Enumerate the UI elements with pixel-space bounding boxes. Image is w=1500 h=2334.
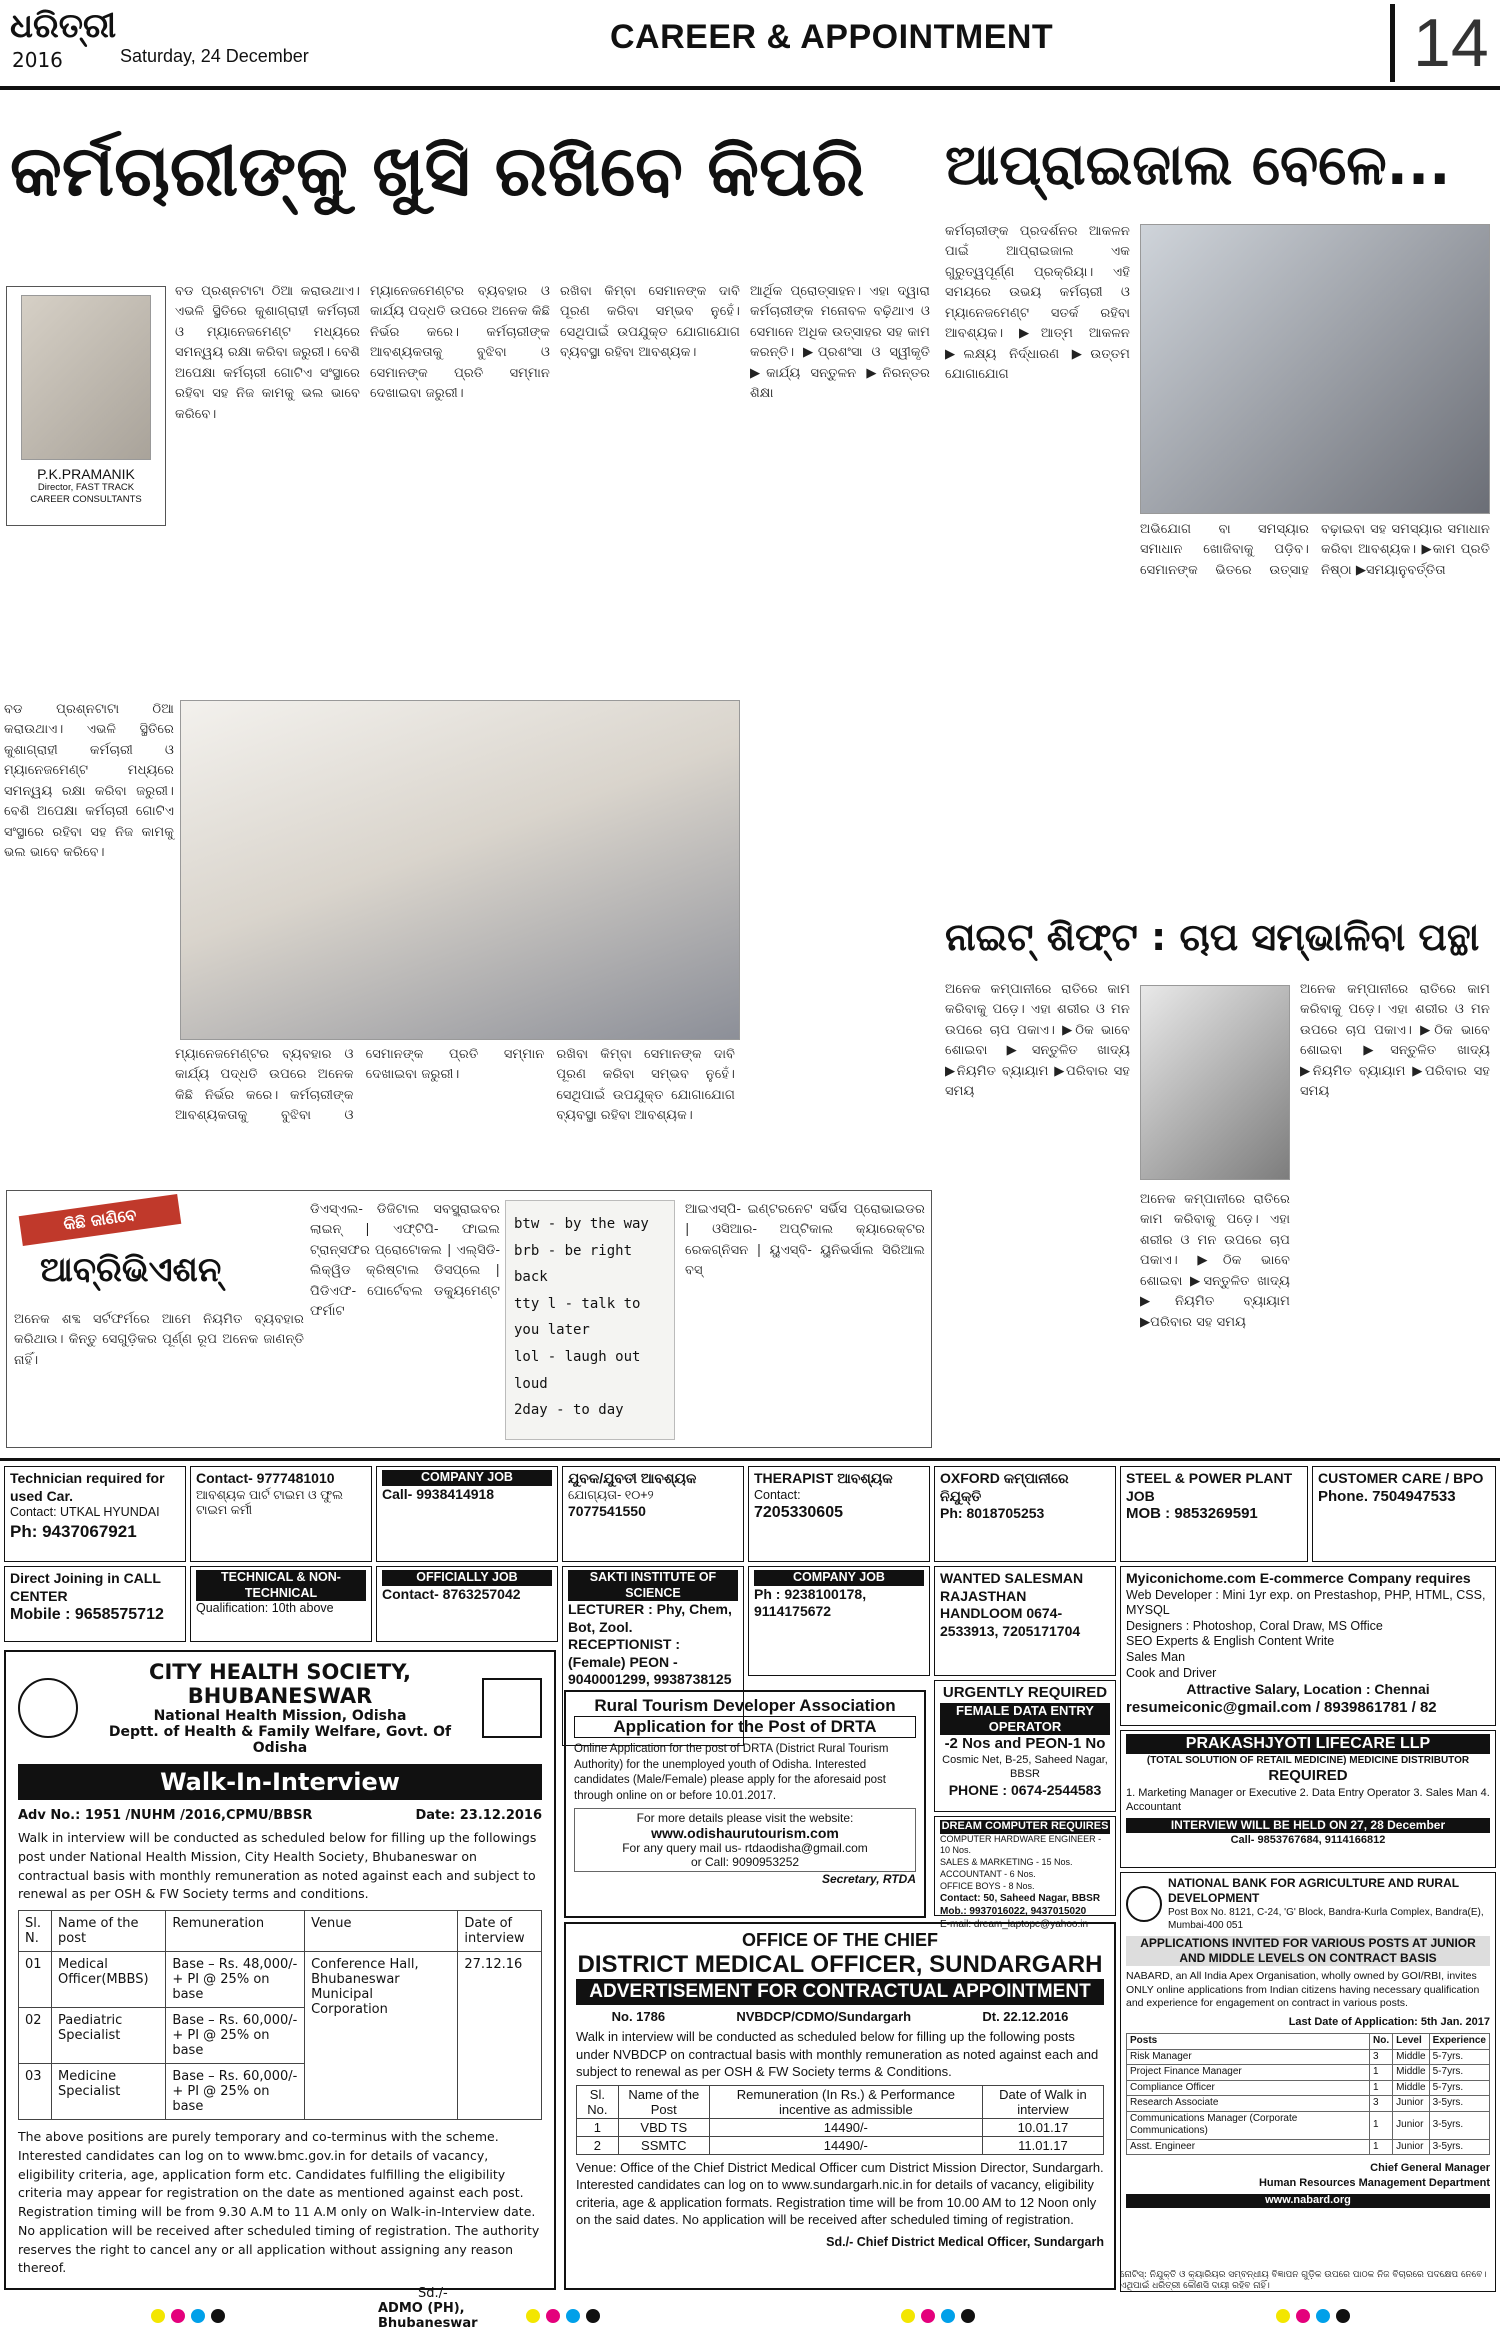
article3-col2: ଅନେକ କମ୍ପାନୀରେ ରାତିରେ କାମ କରିବାକୁ ପଡ଼େ। ଏହା ଶରୀର ଓ ମନ ଉପରେ ଚାପ ପକାଏ। ▶ଠିକ ଭାବେ ଶୋଇବା ▶ସନ୍ତୁଳିତ ଖାଦ୍ୟ ▶ନିୟମିତ ବ୍ୟାୟାମ ▶ପରିବାର ସହ ସମୟ <box>1300 982 1490 1100</box>
nhm-emblem-icon <box>18 1678 78 1738</box>
author-role-line1: Director, FAST TRACK <box>37 482 135 493</box>
table-header: Remuneration <box>166 1911 305 1952</box>
article1-col1: ବଡ ପ୍ରଶ୍ନଟାଟା ଠିଆ କରାଉଥାଏ। ଏଭଳି ସ୍ଥିତିରେ କୁଶାଗ୍ରାହୀ କର୍ମଚାରୀ ଓ ମ୍ୟାନେଜମେଣ୍ଟ ମଧ୍ୟରେ ସମନ୍ୱୟ ରକ୍ଷା କରିବା ଜରୁରୀ। ବେଶି ଅପେକ୍ଷା କର୍ମଚାରୀ ଗୋଟିଏ ସଂସ୍ଥାରେ ରହିବା ସହ ନିଜ କାମକୁ ଭଲ ଭାବେ କରିବେ। <box>175 284 360 422</box>
staff-group-photo <box>180 700 740 1040</box>
table-row: 02 Paediatric Specialist Base – Rs. 60,000/- + PI @ 25% on base <box>19 2008 542 2064</box>
dmo-title: DISTRICT MEDICAL OFFICER, SUNDARGARH <box>577 1951 1103 1978</box>
table-row: 1 VBD TS 14490/- 10.01.17 <box>577 2118 1104 2136</box>
nabard-table: Posts No. Level Experience Risk Manager 3 Middle 5-7yrs. Project Finance Manager 1 Middle 5-7yrs. Compliance Officer 1 Middle 5-7yrs. Research Associate 3 Junior 3-5yrs. Communications Manager (Corporate Communications) 1 Junior 3-5yrs. Asst. Engineer 1 Junior 3-5yrs. <box>1126 2033 1490 2155</box>
ad-prakashjyoti: PRAKASHJYOTI LIFECARE LLP (TOTAL SOLUTION OF RETAIL MEDICINE) MEDICINE DISTRIBUTOR REQUIRED 1. Marketing Manager or Executive 2. Data Entry Operator 3. Sales Man 4. Accountant INTERVIEW WILL BE HELD ON 27, 28 December Call- 9853767684, 9114166812 <box>1120 1730 1496 1868</box>
rural-subtitle: Application for the Post of DRTA <box>574 1716 916 1738</box>
ad-urgently-required: URGENTLY REQUIRED FEMALE DATA ENTRY OPERATOR -2 Nos and PEON-1 No Cosmic Net, B-25, Saheed Nagar, BBSR PHONE : 0674-2544583 <box>934 1680 1116 1812</box>
article2-headline: ଆପ୍ରାଇଜାଲ ବେଳେ... <box>945 133 1451 198</box>
abbreviation-intro: ଅନେକ ଶବ୍ଦ ସର୍ଟଫର୍ମରେ ଆମେ ନିୟମିତ ବ୍ୟବହାର କରିଥାଉ। କିନ୍ତୁ ସେଗୁଡ଼ିକର ପୂର୍ଣ୍ଣ ରୂପ ଅନେକ ଜାଣନ୍ତି ନାହିଁ। <box>14 1312 304 1368</box>
dmo-no: No. 1786 <box>611 2009 666 2024</box>
ad-steel-power: STEEL & POWER PLANT JOB MOB : 9853269591 <box>1120 1466 1308 1562</box>
article1-col1-cont: ବଡ ପ୍ରଶ୍ନଟାଟା ଠିଆ କରାଉଥାଏ। ଏଭଳି ସ୍ଥିତିରେ କୁଶାଗ୍ରାହୀ କର୍ମଚାରୀ ଓ ମ୍ୟାନେଜମେଣ୍ଟ ମଧ୍ୟରେ ସମନ୍ୱୟ ରକ୍ଷା କରିବା ଜରୁରୀ। ବେଶି ଅପେକ୍ଷା କର୍ମଚାରୀ ଗୋଟିଏ ସଂସ୍ଥାରେ ରହିବା ସହ ନିଜ କାମକୁ ଭଲ ଭାବେ କରିବେ। <box>4 702 174 861</box>
rural-sign: Secretary, RTDA <box>821 1872 916 1887</box>
article3-col1: ଅନେକ କମ୍ପାନୀରେ ରାତିରେ କାମ କରିବାକୁ ପଡ଼େ। ଏହା ଶରୀର ଓ ମନ ଉପରେ ଚାପ ପକାଏ। ▶ଠିକ ଭାବେ ଶୋଇବା ▶ସନ୍ତୁଳିତ ଖାଦ୍ୟ ▶ନିୟମିତ ବ୍ୟାୟାମ ▶ପରିବାର ସହ ସମୟ <box>945 982 1130 1100</box>
dmo-date: Dt. 22.12.2016 <box>982 2009 1069 2024</box>
ad-utkal-hyundai: Technician required for used Car. Contact: UTKAL HYUNDAI Ph: 9437067921 <box>4 1466 186 1562</box>
article3-col3: ଅନେକ କମ୍ପାନୀରେ ରାତିରେ କାମ କରିବାକୁ ପଡ଼େ। ଏହା ଶରୀର ଓ ମନ ଉପରେ ଚାପ ପକାଏ। ▶ଠିକ ଭାବେ ଶୋଇବା ▶ସନ୍ତୁଳିତ ଖାଦ୍ୟ ▶ନିୟମିତ ବ୍ୟାୟାମ ▶ପରିବାର ସହ ସମୟ <box>1140 1192 1290 1330</box>
classifieds-rule <box>0 1458 1500 1461</box>
author-name: P.K.PRAMANIK <box>37 466 135 482</box>
ad-officially-job: OFFICIALLY JOB Contact- 8763257042 <box>376 1566 558 1642</box>
registration-mark <box>1273 2308 1353 2327</box>
article1-col3: ରଖିବା କିମ୍ବା ସେମାନଙ୍କ ଦାବି ପୂରଣ କରିବା ସମ୍ଭବ ନୁହେଁ। ସେଥିପାଇଁ ଉପଯୁକ୍ତ ଯୋଗାଯୋଗ ବ୍ୟବସ୍ଥା ରହିବା ଆବଶ୍ୟକ। <box>560 284 740 361</box>
registration-mark <box>148 2308 228 2327</box>
city-health-org: CITY HEALTH SOCIETY, BHUBANESWAR <box>149 1660 411 1708</box>
dmo-banner: ADVERTISEMENT FOR CONTRACTUAL APPOINTMENT <box>576 1979 1104 2005</box>
author-role-line2: CAREER CONSULTANTS <box>30 494 142 506</box>
abbreviation-kicker: କିଛି ଜାଣିବେ <box>19 1194 182 1246</box>
rural-title: Rural Tourism Developer Association <box>594 1696 896 1715</box>
city-health-sign2: ADMO (PH), Bhubaneswar <box>378 2301 478 2331</box>
ad-myiconic: Myiconichome.com E-commerce Company requires Web Developer : Mini 1yr exp. on Prestashop, PHP, HTML, CSS, MYSQL Designers : Photoshop, Coral Draw, MS Office SEO Experts & English Content Write Sales Man Cook and Driver Attractive Salary, Location : Chennai resumeiconic@gmail.com / 8939861781 / 82 <box>1120 1566 1496 1726</box>
article2-col1: କର୍ମଚାରୀଙ୍କ ପ୍ରଦର୍ଶନର ଆକଳନ ପାଇଁ ଆପ୍ରାଇଜାଲ ଏକ ଗୁରୁତ୍ୱପୂର୍ଣ୍ଣ ପ୍ରକ୍ରିୟା। ଏହି ସମୟରେ ଉଭୟ କର୍ମଚାରୀ ଓ ମ୍ୟାନେଜମେଣ୍ଟ ସତର୍କ ରହିବା ଆବଶ୍ୟକ। ▶ଆତ୍ମ ଆକଳନ ▶ଲକ୍ଷ୍ୟ ନିର୍ଦ୍ଧାରଣ ▶ଉତ୍ତମ ଯୋଗାଯୋଗ <box>945 224 1130 383</box>
city-health-intro: Walk in interview will be conducted as scheduled below for filling up the followings post under National Health Mission, City Health Society, Bhubaneswar on contractual basis with monthly remuneration as noted against each and subject to renewal as per OSH & FW Society terms and conditions. <box>18 1830 537 1902</box>
city-health-adv-no: Adv No.: 1951 /NUHM /2016,CPMU/BBSR <box>18 1808 313 1823</box>
rural-body: Online Application for the post of DRTA (District Rural Tourism Authority) for the unemployed youth of Odisha. Interested candidates (Male/Female) please apply for the aforesaid post through online on or before 10.01.2017. <box>574 1743 889 1802</box>
dmo-table: Sl. No. Name of the Post Remuneration (In Rs.) & Performance incentive as admissible Date of Walk in interview 1 VBD TS 14490/- 10.01.17 2 SSMTC 14490/- 11.01.17 <box>576 2085 1104 2155</box>
board-line: btw - by the way <box>514 1216 649 1232</box>
page-number: 14 <box>1390 4 1490 82</box>
ad-company-job-2: COMPANY JOB Ph : 9238100178, 9114175672 <box>748 1566 930 1676</box>
table-header: Venue <box>305 1911 458 1952</box>
abbreviation-list2: ଆଇଏସ୍‌ପି- ଇଣ୍ଟରନେଟ ସର୍ଭିସ ପ୍ରୋଭାଇଡର | ଓସିଆର- ଅପ୍ଟିକାଲ କ୍ୟାରେକ୍ଟର ରେକଗ୍ନିସନ | ୟୁଏସ୍‌ବି- ୟୁନିଭର୍ସାଲ ସିରିଆଲ ବସ୍ <box>685 1202 925 1279</box>
article2-col2: ଅଭିଯୋଗ ବା ସମସ୍ୟାର ସମାଧାନ ଖୋଜିବାକୁ ପଡ଼ିବ। ସେମାନଙ୍କ ଭିତରେ ଉତ୍ସାହ ବଢ଼ାଇବା ସହ ସମସ୍ୟାର ସମାଧାନ କରିବା ଆବଶ୍ୟକ। ▶କାମ ପ୍ରତି ନିଷ୍ଠା ▶ସମୟାନୁବର୍ତ୍ତିତା <box>1140 522 1490 578</box>
notice-text: ନୋଟିସ୍: ନିଯୁକ୍ତି ଓ କ୍ୟାରିୟର ସମ୍ବନ୍ଧୀୟ ବିଜ୍ଞାପନ ଗୁଡ଼ିକ ଉପରେ ପାଠକ ନିଜ ବିଚାରରେ ପଦକ୍ଷେପ ନେବେ। ଏଥିପାଇଁ ଧରିତ୍ରୀ କୌଣସି ଦାୟୀ ରହିବ ନାହିଁ। <box>1120 2270 1487 2291</box>
venue-cell: Conference Hall, Bhubaneswar Municipal Corporation <box>305 1952 458 2120</box>
whiteboard-image <box>505 1200 675 1440</box>
ad-oxford: OXFORD କମ୍ପାନୀରେ ନିଯୁକ୍ତି Ph: 8018705253 <box>934 1466 1116 1562</box>
table-row: 03 Medicine Specialist Base – Rs. 60,000/- + PI @ 25% on base <box>19 2064 542 2120</box>
ad-technical: TECHNICAL & NON-TECHNICAL Qualification: 10th above <box>190 1566 372 1642</box>
rural-mail: For any query mail us- rtdaodisha@gmail.com <box>622 1841 868 1856</box>
article1-bottom-cols: ମ୍ୟାନେଜମେଣ୍ଟର ବ୍ୟବହାର ଓ କାର୍ଯ୍ୟ ପଦ୍ଧତି ଉପରେ ଅନେକ କିଛି ନିର୍ଭର କରେ। କର୍ମଚାରୀଙ୍କ ଆବଶ୍ୟକତାକୁ ବୁଝିବା ଓ ସେମାନଙ୍କ ପ୍ରତି ସମ୍ମାନ ଦେଖାଇବା ଜରୁରୀ। ରଖିବା କିମ୍ବା ସେମାନଙ୍କ ଦାବି ପୂରଣ କରିବା ସମ୍ଭବ ନୁହେଁ। ସେଥିପାଇଁ ଉପଯୁକ୍ତ ଯୋଗାଯୋଗ ବ୍ୟବସ୍ଥା ରହିବା ଆବଶ୍ୟକ। <box>175 1047 735 1124</box>
table-header: Date of interview <box>458 1911 542 1952</box>
ad-nabard: NATIONAL BANK FOR AGRICULTURE AND RURAL DEVELOPMENT Post Box No. 8121, C-24, 'G' Block, Bandra-Kurla Complex, Bandra(E), Mumbai-400 051 APPLICATIONS INVITED FOR VARIOUS POSTS AT JUNIOR AND MIDDLE LEVELS ON CONTRACT BASIS NABARD, an All India Apex Organisation, wholly owned by GOI/RBI, invites ONLY online applications from Indian citizens having necessary qualification and experience for engagement on contract in various posts. Last Date of Application: 5th Jan. 2017 Posts No. Level Experience Risk Manager 3 Middle 5-7yrs. Project Finance Manager 1 Middle 5-7yrs. Compliance Officer 1 Middle 5-7yrs. Research Associate 3 Junior 3-5yrs. Communications Manager (Corporate Communications) 1 Junior 3-5yrs. Asst. Engineer 1 Junior 3-5yrs. Chief General Manager Human Resources Management Department www.nabard.org <box>1120 1872 1496 2292</box>
registration-mark <box>898 2308 978 2327</box>
board-line: lol - laugh out loud <box>514 1348 641 1392</box>
city-health-sub1: National Health Mission, Odisha <box>153 1708 407 1724</box>
ad-sakti-institute: SAKTI INSTITUTE OF SCIENCE LECTURER : Phy, Chem, Bot, Zool. RECEPTIONIST : (Female) PEON - 9040001299, 9938738125 <box>562 1566 744 1746</box>
masthead-logo: ଧରିତ୍ରୀ <box>10 6 117 46</box>
table-row: Compliance Officer 1 Middle 5-7yrs. <box>1127 2080 1490 2096</box>
dmo-office: OFFICE OF THE CHIEF <box>742 1930 938 1950</box>
rural-call: or Call: 9090953252 <box>690 1855 800 1870</box>
issue-date: Saturday, 24 December <box>120 46 309 66</box>
ad-rural-tourism <box>564 1690 926 1918</box>
dmo-ref: NVBDCP/CDMO/Sundargarh <box>736 2009 912 2024</box>
article3-headline: ନାଇଟ୍ ଶିଫ୍ଟ : ଚାପ ସମ୍ଭାଳିବା ପନ୍ଥା <box>945 915 1480 959</box>
odisha-emblem-icon <box>482 1678 542 1738</box>
city-health-table <box>18 1910 542 2120</box>
dmo-intro: Walk in interview will be conducted as scheduled below for filling up the following posts under NVBDCP on contractual basis with monthly remuneration as noted against each and subject to renewal as per OSH & FW Society terms & Conditions. <box>576 2029 1099 2080</box>
abbreviation-list1: ଡିଏସ୍‌ଏଲ- ଡିଜିଟାଲ ସବସ୍କ୍ରାଇବର ଲାଇନ୍ | ଏଫ୍‌ଟିପି- ଫାଇଲ ଟ୍ରାନ୍ସଫର ପ୍ରୋଟୋକଲ | ଏଲ୍‌ସିଡି- ଲିକ୍ୱିଡ କ୍ରିଷ୍ଟାଲ ଡିସପ୍ଲେ | ପିଡିଏଫ- ପୋର୍ଟେବଲ ଡକ୍ୟୁମେଣ୍ଟ ଫର୍ମାଟ <box>310 1202 500 1320</box>
stressed-worker-photo <box>1140 985 1290 1180</box>
author-photo-box <box>6 286 166 526</box>
ad-company-job: COMPANY JOB Call- 9938414918 <box>376 1466 558 1562</box>
print-registration-marks <box>0 2300 1500 2334</box>
article1-col2: ମ୍ୟାନେଜମେଣ୍ଟର ବ୍ୟବହାର ଓ କାର୍ଯ୍ୟ ପଦ୍ଧତି ଉପରେ ଅନେକ କିଛି ନିର୍ଭର କରେ। କର୍ମଚାରୀଙ୍କ ଆବଶ୍ୟକତାକୁ ବୁଝିବା ଓ ସେମାନଙ୍କ ପ୍ରତି ସମ୍ମାନ ଦେଖାଇବା ଜରୁରୀ। <box>370 284 550 402</box>
masthead-year: 2016 <box>12 48 63 72</box>
ad-customer-care: CUSTOMER CARE / BPO Phone. 7504947533 <box>1312 1466 1496 1562</box>
city-health-date: Date: 23.12.2016 <box>415 1808 542 1823</box>
section-title: CAREER & APPOINTMENT <box>610 18 1054 56</box>
table-row: Asst. Engineer 1 Junior 3-5yrs. <box>1127 2139 1490 2155</box>
ad-dream-computer: DREAM COMPUTER REQUIRES COMPUTER HARDWARE ENGINEER - 10 Nos. SALES & MARKETING - 15 Nos. ACCOUNTANT - 6 Nos. OFFICE BOYS - 8 Nos. Contact: 50, Saheed Nagar, BBSR Mob.: 9937016022, 9437015020 E-mail: dream_laptopc@yahoo.in <box>934 1816 1116 1916</box>
nabard-logo-icon <box>1126 1886 1162 1922</box>
article1-headline: କର୍ମଚାରୀଙ୍କୁ ଖୁସି ରଖିବେ କିପରି <box>10 130 865 212</box>
table-row: Project Finance Manager 1 Middle 5-7yrs. <box>1127 2065 1490 2081</box>
ad-call-center: Direct Joining in CALL CENTER Mobile : 9658575712 <box>4 1566 186 1642</box>
registration-mark <box>523 2308 603 2327</box>
ad-youth-required: ଯୁବକ/ଯୁବତୀ ଆବଶ୍ୟକ ଯୋଗ୍ୟତା- ୧୦+୨ 7077541550 <box>562 1466 744 1562</box>
board-line: tty l - talk to you later <box>514 1295 641 1339</box>
article1-col4: ଆର୍ଥିକ ପ୍ରୋତ୍ସାହନ। ଏହା ଦ୍ୱାରା କର୍ମଚାରୀଙ୍କ ମନୋବଳ ବଢ଼ିଥାଏ ଓ ସେମାନେ ଅଧିକ ଉତ୍ସାହର ସହ କାମ କରନ୍ତି। ▶ପ୍ରଶଂସା ଓ ସ୍ୱୀକୃତି ▶କାର୍ଯ୍ୟ ସନ୍ତୁଳନ ▶ନିରନ୍ତର ଶିକ୍ଷା <box>750 284 930 402</box>
city-health-sign1: Sd./- <box>418 2286 448 2301</box>
ad-dmo-sundargarh <box>564 1922 1116 2290</box>
dmo-note: Interested candidates can log on to www.sundargarh.nic.in for details of vacancy, eligibility criteria, age & application formats. Registration time will be from 10.00 AM to 12 Noon only on the said dates. No application will be received after scheduled timing of registration. <box>576 2177 1097 2228</box>
interview-photo <box>1140 224 1490 514</box>
dmo-sign: Sd./- Chief District Medical Officer, Sundargarh <box>826 2234 1104 2249</box>
board-line: brb - be right back <box>514 1242 633 1286</box>
table-row: Research Associate 3 Junior 3-5yrs. <box>1127 2096 1490 2112</box>
table-row: Communications Manager (Corporate Communications) 1 Junior 3-5yrs. <box>1127 2111 1490 2139</box>
header-rule <box>0 86 1500 90</box>
abbreviation-title: ଆବ୍ରିଭିଏଶନ୍ <box>40 1250 222 1290</box>
author-photo <box>21 295 151 460</box>
ad-city-health <box>4 1650 556 2331</box>
table-row: 2 SSMTC 14490/- 11.01.17 <box>577 2136 1104 2154</box>
dmo-venue: Venue: Office of the Chief District Medical Officer cum District Mission Director, Sundargarh. <box>576 2159 1104 2175</box>
table-header: Sl. N. <box>19 1911 52 1952</box>
walk-in-banner: Walk-In-Interview <box>18 1764 542 1800</box>
city-health-note: The above positions are purely temporary and co-terminus with the scheme. Interested candidates can log on to www.bmc.gov.in for details of vacancy, eligibility criteria, age, application form etc. Candidates fulfilling the eligibility criteria may appear for registration on the date as mentioned against each post. Registration timing will be from 9.30 A.M to 11 A.M only on Walk-in-Interview date. No application will be received after scheduled timing of registration. The authority reserves the right to cancel any or all application without assigning any reason thereof. <box>18 2129 540 2276</box>
ad-therapist: THERAPIST ଆବଶ୍ୟକ Contact: 7205330605 <box>748 1466 930 1562</box>
interview-date-cell: 27.12.16 <box>458 1952 542 2120</box>
table-header: Name of the post <box>52 1911 166 1952</box>
table-row: Risk Manager 3 Middle 5-7yrs. <box>1127 2049 1490 2065</box>
board-line: 2day - to day <box>514 1402 624 1419</box>
ad-contact-9777: Contact- 9777481010 ଆବଶ୍ୟକ ପାର୍ଟ ଟାଇମ ଓ ଫୁଲ ଟାଇମ କର୍ମୀ <box>190 1466 372 1562</box>
rural-more: For more details please visit the website: <box>636 1811 854 1826</box>
ad-wanted-salesman: WANTED SALESMAN RAJASTHAN HANDLOOM 0674-2533913, 7205171704 <box>934 1566 1116 1676</box>
rural-website[interactable]: www.odishaurutourism.com <box>651 1825 839 1842</box>
city-health-sub2: Deptt. of Health & Family Welfare, Govt. Of Odisha <box>108 1724 452 1756</box>
table-row: 01 Medical Officer(MBBS) Base – Rs. 48,000/- + PI @ 25% on base Conference Hall, Bhubaneswar Municipal Corporation 27.12.16 <box>19 1952 542 2008</box>
